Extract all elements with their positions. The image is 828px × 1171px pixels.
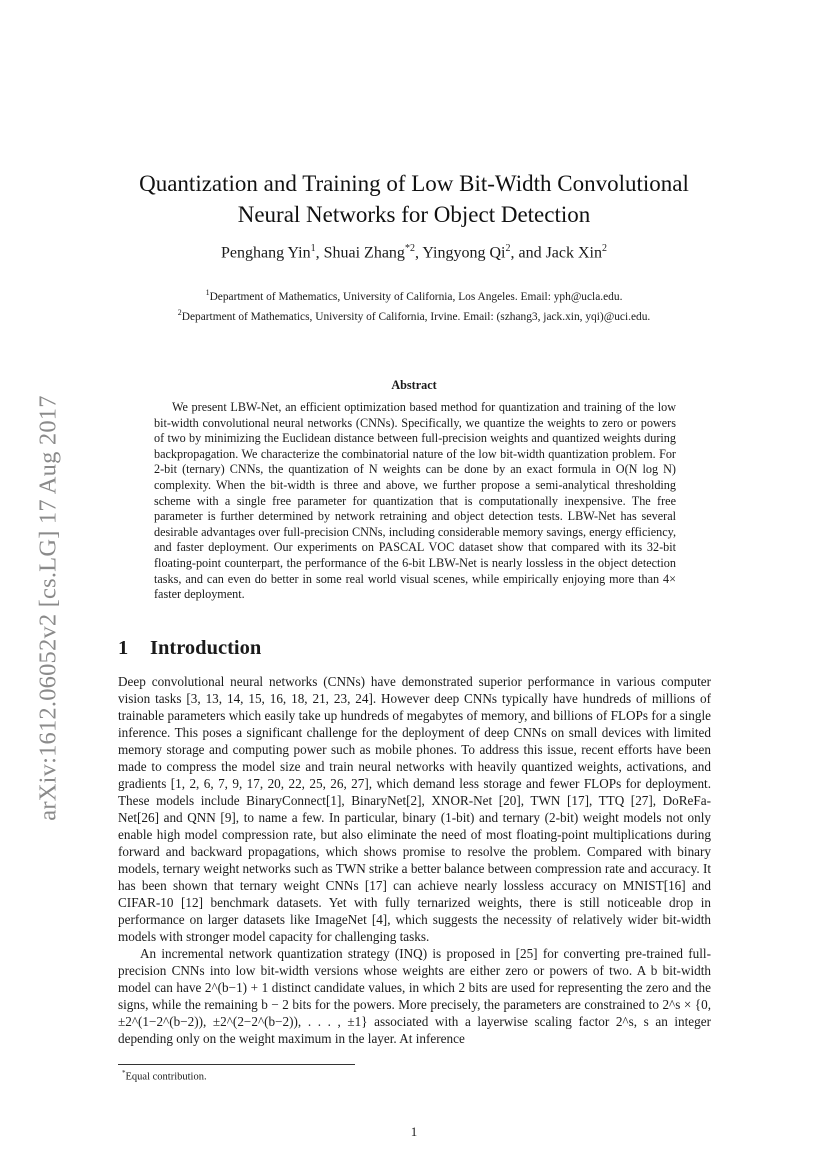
author-name: Penghang Yin	[220, 244, 311, 262]
arxiv-identifier: arXiv:1612.06052v2 [cs.LG] 17 Aug 2017	[35, 394, 63, 821]
affiliation-mark: 1	[205, 288, 210, 297]
title-line-2: Neural Networks for Object Detection	[237, 202, 591, 227]
affiliation-text: Department of Mathematics, University of California, Irvine. Email: (szhang3, jack.xin, yqi)@uci.edu.	[181, 310, 651, 323]
footnote-text: Equal contribution.	[125, 1071, 207, 1083]
footnote-mark: *	[122, 1069, 126, 1077]
author-affil-mark: 1	[310, 243, 316, 254]
introduction-body	[118, 673, 711, 1047]
author-affil-mark: *2	[404, 243, 415, 254]
author-name: Shuai Zhang	[323, 244, 405, 262]
page-number: 1	[410, 1124, 418, 1139]
abstract-paragraph: We present LBW-Net, an efficient optimization based method for quantization and training of the low bit-width convolutional neural networks (CNNs). Specifically, we quantize the weights to zero or powers of two by minimizing the Euclidean distance between full-precision weights and quantized weights during backpropagation. We characterize the combinatorial nature of the low bit-width quantization problem. For 2-bit (ternary) CNNs, the quantization of N weights can be done by an exact formula in O(N log N) complexity. When the bit-width is three and above, we further propose a semi-analytical thresholding scheme with a single free parameter for quantization that is computationally inexpensive. The free parameter is further determined by network retraining and object detection tests. LBW-Net has several desirable advantages over full-precision CNNs, including considerable memory savings, energy efficiency, and faster deployment. Our experiments on PASCAL VOC dataset show that compared with its 32-bit floating-point counterpart, the performance of the 6-bit LBW-Net is nearly lossless in the object detection tasks, and can even do better in some real world visual scenes, while empirically enjoying more than 4× faster deployment.	[154, 400, 676, 602]
footnote	[122, 1069, 207, 1083]
abstract-heading: Abstract	[391, 378, 437, 392]
section-title: Introduction	[150, 637, 262, 659]
abstract-body	[154, 400, 676, 603]
author-name: and Jack Xin	[518, 244, 602, 262]
affiliation-line	[100, 305, 728, 325]
section-heading	[118, 637, 261, 660]
arxiv-sidebar	[37, 360, 61, 855]
intro-paragraph-1: Deep convolutional neural networks (CNNs) have demonstrated superior performance in various computer vision tasks [3, 13, 14, 15, 16, 18, 21, 23, 24]. However deep CNNs typically have hundreds of millions of trainable parameters which easily take up hundreds of megabytes of memory, and billions of FLOPs for a single inference. This poses a significant challenge for the deployment of deep CNNs on small devices with limited memory storage and computing power such as mobile phones. To address this issue, recent efforts have been made to compress the model size and train neural networks with heavily quantized weights, activations, and gradients [1, 2, 6, 7, 9, 17, 20, 22, 25, 26, 27], which demand less storage and fewer FLOPs for deployment. These models include BinaryConnect[1], BinaryNet[2], XNOR-Net [20], TWN [17], TTQ [27], DoReFa-Net[26] and QNN [9], to name a few. In particular, binary (1-bit) and ternary (2-bit) weight models not only enable high model compression rate, but also eliminate the need of most floating-point multiplications during forward and backward propagations, which shows promise to resolve the problem. Compared with binary models, ternary weight networks such as TWN strike a better balance between compression rate and accuracy. It has been shown that ternary weight CNNs [17] can achieve nearly lossless accuracy on MNIST[16] and CIFAR-10 [12] benchmark datasets. Yet with fully ternarized weights, there is still noticeable drop in performance on larger datasets like ImageNet [4], which suggests the necessity of relatively wider bit-width models with stronger model capacity for challenging tasks.	[118, 674, 711, 944]
affiliations	[100, 285, 728, 325]
intro-paragraph-2: An incremental network quantization strategy (INQ) is proposed in [25] for converting pre-trained full-precision CNNs into low bit-width versions whose weights are either zero or powers of two. A b bit-width model can have 2^(b−1) + 1 distinct candidate values, in which 2 bits are used for representing the zero and the signs, while the remaining b − 2 bits for the powers. More precisely, the parameters are constrained to 2^s × {0, ±2^(1−2^(b−2)), ±2^(2−2^(b−2)), . . . , ±1} associated with a layerwise scaling factor 2^s, s an integer depending only on the weight maximum in the layer. At inference	[118, 946, 711, 1046]
affiliation-line	[100, 285, 728, 305]
author-list: Penghang Yin$^1$, Shuai Zhang$^{*2}$, Yingyong Qi$^2$, and Jack Xin$^2$	[220, 243, 607, 262]
section-number: 1	[118, 637, 129, 659]
footnote-rule	[118, 1064, 355, 1065]
author-affil-mark: 2	[505, 243, 511, 254]
author-affil-mark: 2	[602, 243, 607, 254]
affiliation-mark: 2	[177, 307, 182, 317]
author-name: Yingyong Qi	[422, 244, 506, 262]
title-line-1: Quantization and Training of Low Bit-Width Convolutional	[139, 171, 689, 196]
paper-title	[100, 168, 728, 230]
affiliation-text: Department of Mathematics, University of California, Los Angeles. Email: yph@ucla.edu.	[209, 290, 623, 303]
